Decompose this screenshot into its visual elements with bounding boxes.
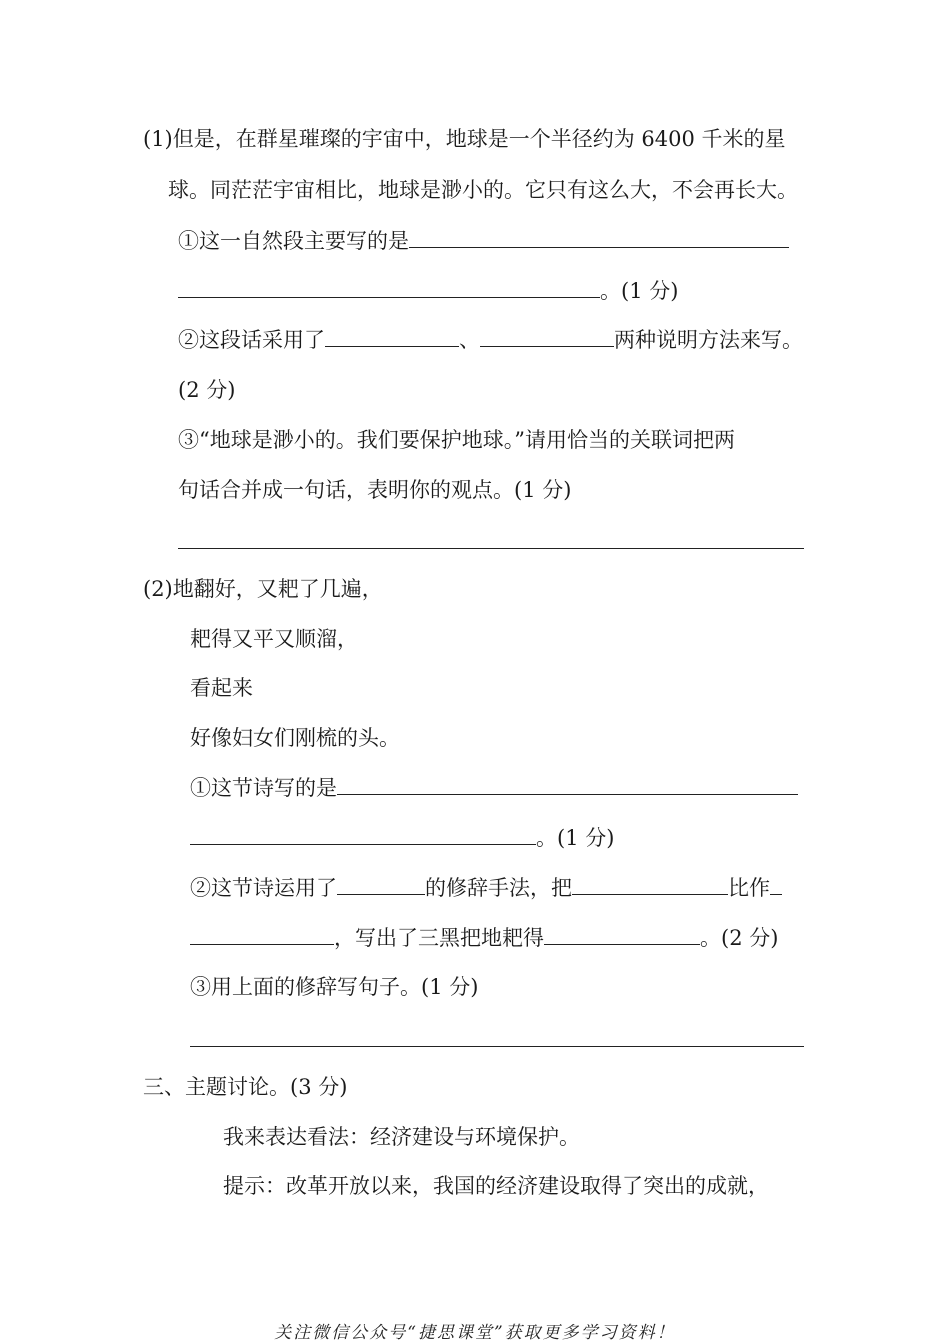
q1-sub1-prefix: ①这一自然段主要写的是 <box>178 229 409 253</box>
q2-sub2-line <box>190 874 782 902</box>
q1-sub2-blank-1[interactable] <box>325 326 459 347</box>
q1-sub1-line <box>178 227 789 255</box>
q2-sub1-prefix: ①这节诗写的是 <box>190 776 337 800</box>
q1-sub2-suffix: 两种说明方法来写。 <box>614 328 803 352</box>
q2-poem-line-1: (2)地翻好，又耙了几遍， <box>143 577 383 601</box>
section3-prompt: 我来表达看法：经济建设与环境保护。 <box>223 1125 580 1149</box>
q1-sub2-prefix: ②这段话采用了 <box>178 328 325 352</box>
q2-sub2-blank-1[interactable] <box>337 874 425 895</box>
q2-sub2-prefix: ②这节诗运用了 <box>190 876 337 900</box>
q1-sub2-sep: 、 <box>459 328 480 352</box>
q1-sub3-answer-line[interactable] <box>178 548 804 549</box>
q2-sub1-blank-b[interactable] <box>190 824 536 845</box>
footer-note: 关注微信公众号“捷思课堂”获取更多学习资料！ <box>274 1323 676 1343</box>
q1-sub3-line-2: 句话合并成一句话，表明你的观点。(1 分) <box>178 478 572 502</box>
q2-sub2-blank-3b[interactable] <box>190 924 334 945</box>
q2-sub1-blank-a[interactable] <box>337 774 798 795</box>
q2-poem-line-3: 看起来 <box>190 676 253 700</box>
q2-sub2-mid2: 比作 <box>728 876 770 900</box>
q2-sub1-line <box>190 774 798 802</box>
q2-sub2-blank-4[interactable] <box>544 924 700 945</box>
q1-sub2-blank-2[interactable] <box>480 326 614 347</box>
section3-hint: 提示：改革开放以来，我国的经济建设取得了突出的成就， <box>223 1174 769 1198</box>
q1-sub1-suffix: 。(1 分) <box>600 279 679 303</box>
q1-sub1-line-2 <box>178 277 678 305</box>
q2-poem-line-2: 耙得又平又顺溜， <box>190 627 358 651</box>
q1-passage-line-1: (1)但是，在群星璀璨的宇宙中，地球是一个半径约为 6400 千米的星 <box>143 127 786 151</box>
q2-sub3: ③用上面的修辞写句子。(1 分) <box>190 975 479 999</box>
q2-sub2-blank-3a[interactable] <box>770 874 782 895</box>
q1-sub1-blank-a[interactable] <box>409 227 789 248</box>
q2-sub2-line-2 <box>190 924 778 952</box>
q2-sub1-line-2 <box>190 824 614 852</box>
section3-heading: 三、主题讨论。(3 分) <box>143 1075 348 1099</box>
q1-passage-line-2: 球。同茫茫宇宙相比，地球是渺小的。它只有这么大，不会再长大。 <box>168 178 798 202</box>
q2-poem-line-4: 好像妇女们刚梳的头。 <box>190 726 400 750</box>
q2-sub2-mid3: ，写出了三黑把地耙得 <box>334 926 544 950</box>
q2-sub3-answer-line[interactable] <box>190 1046 804 1047</box>
q2-sub2-blank-2[interactable] <box>572 874 728 895</box>
q2-sub1-suffix: 。(1 分) <box>536 826 615 850</box>
q2-sub2-suffix: 。(2 分) <box>700 926 779 950</box>
q1-sub2-score: (2 分) <box>178 378 236 402</box>
q1-sub2-line <box>178 326 803 354</box>
q2-sub2-mid1: 的修辞手法，把 <box>425 876 572 900</box>
q1-sub3-line-1: ③“地球是渺小的。我们要保护地球。”请用恰当的关联词把两 <box>178 428 735 452</box>
q1-sub1-blank-b[interactable] <box>178 277 600 298</box>
